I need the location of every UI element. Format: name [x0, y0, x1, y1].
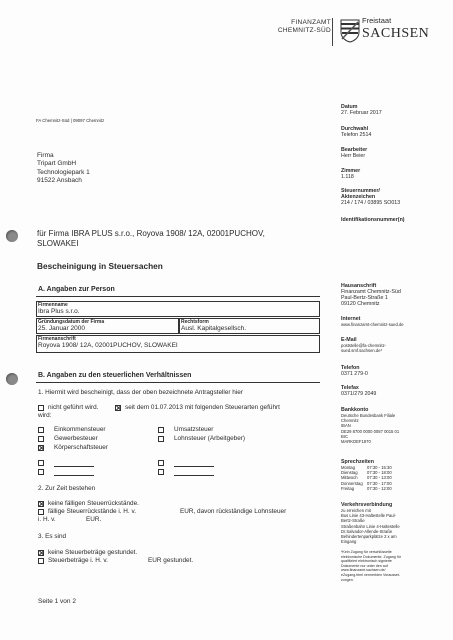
meta-label: Datum: [341, 104, 358, 110]
info-label: Verkehrsverbindung: [341, 502, 393, 508]
field-value: Royova 1908/ 12A, 02001PUCHOV, SLOWAKEI: [38, 342, 178, 349]
info-value: Finanzamt Chemnitz-Süd: [341, 289, 401, 295]
blank-line: [54, 475, 94, 476]
blank-line: [54, 466, 94, 467]
hours-time: 07:30 - 17:00: [367, 480, 392, 486]
info-value: MARKDEF1870: [341, 439, 371, 445]
info-value: Dr.Salvador-Allende-Straße: [341, 528, 393, 534]
recipient-line: Tripart GmbH: [37, 160, 77, 168]
field-value: Ibra Plus s.r.o.: [38, 308, 80, 315]
meta-label: Identifikationsnummer(n): [341, 217, 405, 223]
info-label: Telefax: [341, 385, 359, 391]
question-2: 2. Zur Zeit bestehen: [38, 485, 96, 492]
blank-line: [174, 466, 214, 467]
info-verkehrsverbindung: [341, 502, 400, 544]
checkbox-tax: [158, 427, 164, 433]
info-value: sued.smf.sachsen.de*: [341, 348, 383, 354]
subject-text: SLOWAKEI: [37, 238, 79, 248]
hours-day: Donnerstag: [341, 480, 363, 486]
option-label: Steuerbeträge i. H. v.: [48, 557, 108, 564]
field-value: Ausl. Kapitalgesellsch.: [181, 325, 247, 332]
info-value: Paul-Bertz-Straße 1: [341, 295, 388, 301]
authority-name-line1: FINANZAMT: [291, 19, 331, 26]
option-label: keine Steuerbeträge gestundet.: [48, 549, 138, 556]
option-label: seit dem 01.07.2013 mit folgenden Steuerarten geführt: [125, 404, 280, 411]
info-value: 09120 Chemnitz: [341, 301, 380, 307]
meta-label: Aktenzeichen: [341, 194, 376, 200]
authority-name-line2: CHEMNITZ-SÜD: [277, 27, 331, 34]
hours-time: 07:30 - 15:30: [367, 465, 392, 470]
hours-day: Freitag: [341, 485, 355, 491]
hours-day: Mittwoch: [341, 475, 358, 481]
recipient-address: [37, 152, 90, 185]
option-label-cont: i. H. v.: [38, 516, 56, 523]
info-label: Bankkonto: [341, 407, 369, 413]
state-name-line1: Freistaat: [362, 16, 392, 25]
info-value: Bertz-Straße: [341, 518, 365, 524]
info-value: poststelle@fa-chemnitz-: [341, 343, 386, 348]
checkbox-blank: [158, 469, 164, 475]
checkbox-keine-stundung: [38, 550, 44, 556]
question-1: 1. Hiermit wird bescheinigt, dass der oben bezeichnete Antragsteller hier: [38, 389, 243, 396]
field-firmenanschrift: [36, 335, 320, 353]
meta-durchwahl: [341, 126, 371, 138]
option-label: keine fälligen Steuerrückstände.: [48, 500, 139, 507]
field-gruendungsdatum: [36, 318, 179, 334]
section-b-underline: [36, 382, 320, 383]
checkbox-tax: [38, 436, 44, 442]
info-value: zu erreichen mit: [341, 508, 371, 513]
info-value: Deutsche Bundesbank Filiale: [341, 413, 396, 418]
info-label: Telefon: [341, 365, 360, 371]
option-label: EUR, davon rückständige Lohnsteuer: [180, 508, 287, 515]
page-number: Seite 1 von 2: [38, 598, 76, 605]
meta-zimmer: [341, 168, 360, 180]
meta-label: Durchwahl: [341, 126, 369, 132]
info-value: BIC: [341, 433, 348, 439]
info-telefon: [341, 365, 368, 377]
hours-row: [341, 486, 392, 491]
info-value: 0371 279-0: [341, 371, 368, 377]
footnote-line: zungen.: [341, 577, 354, 582]
punch-hole-top: [6, 230, 18, 242]
field-rechtsform: [179, 318, 320, 334]
info-value: www.finanzamt-chemnitz-sued.de: [341, 322, 404, 327]
hours-day: Montag: [341, 465, 355, 470]
document-title: Bescheinigung in Steuersachen: [37, 261, 163, 271]
hours-time: 07:30 - 13:00: [367, 475, 392, 481]
blank-line: [174, 475, 214, 476]
hours-time: 07:30 - 18:00: [367, 470, 392, 476]
coat-of-arms-icon: [340, 19, 360, 43]
field-label: Firmenanschrift: [38, 336, 76, 342]
checkbox-seit-gefuehrt: [115, 405, 121, 411]
recipient-line: 91522 Ansbach: [37, 176, 82, 184]
tax-label: Umsatzsteuer: [174, 426, 214, 433]
hours-day: Dienstag: [341, 470, 358, 476]
info-label: Internet: [341, 316, 361, 322]
tax-label: Körperschaftsteuer: [54, 444, 108, 451]
meta-value: 27. Februar 2017: [341, 110, 382, 116]
recipient-line: Technologiepark 1: [37, 168, 90, 176]
info-sprechzeiten: [341, 459, 392, 491]
option-label-cont: EUR.: [86, 516, 102, 523]
tax-label: Lohnsteuer (Arbeitgeber): [174, 435, 246, 442]
recipient-line: Firma: [37, 152, 54, 159]
section-a-heading: A. Angaben zur Person: [38, 286, 115, 293]
info-footnote: [341, 550, 401, 582]
info-value: Eingang: [341, 539, 357, 545]
logo-separator: [332, 18, 333, 46]
checkbox-faellige-rueckstaende: [38, 509, 44, 515]
info-label: E-Mail: [341, 337, 357, 343]
info-label: Hausanschrift: [341, 283, 377, 289]
punch-hole-bottom: [6, 373, 18, 385]
option-label: fällige Steuerrückstände i. H. v.: [48, 508, 136, 515]
option-label-cont: wird:: [38, 412, 52, 419]
info-value: DE29 8700 0000 0087 0015 01: [341, 428, 400, 434]
meta-datum: [341, 104, 382, 116]
option-label: nicht geführt wird.: [48, 404, 99, 411]
info-value: Chemnitz: [341, 418, 359, 424]
footnote-line: eZugang.html vermerkten Vorausset-: [341, 572, 401, 577]
checkbox-blank: [158, 460, 164, 466]
checkbox-tax: [38, 427, 44, 433]
subject-text: für Firma IBRA PLUS s.r.o., Royova 1908/ 12A, 02001PUCHOV,: [37, 229, 265, 238]
field-label: Rechtsform: [181, 319, 209, 325]
info-internet: [341, 316, 404, 327]
meta-label: Zimmer: [341, 168, 361, 174]
info-value: Behindertenparkplätze 2 x am: [341, 534, 397, 540]
tax-label: Gewerbesteuer: [54, 435, 98, 442]
meta-value: 1.118: [341, 174, 354, 180]
meta-value: Herr Beier: [341, 153, 366, 159]
checkbox-blank: [38, 469, 44, 475]
footnote-line: *Kein Zugang für verschlüsselte: [341, 550, 392, 554]
field-label: Firmenname: [38, 302, 68, 308]
question-3: 3. Es sind: [38, 533, 67, 540]
info-email: [341, 337, 386, 353]
info-label: Sprechzeiten: [341, 459, 374, 465]
footnote-line: qualifiziert elektronisch signierte: [341, 559, 392, 564]
checkbox-tax: [158, 436, 164, 442]
field-label: Gründungsdatum der Firma: [38, 319, 105, 325]
info-value: 0371/279 2049: [341, 391, 377, 397]
footnote-line: elektronische Dokumente. Zugang für: [341, 554, 401, 559]
section-b-heading: B. Angaben zu den steuerlichen Verhältnissen: [38, 372, 192, 379]
authority-logo-text: [278, 19, 331, 35]
footnote-line: Dokumente nur unter den auf: [341, 563, 388, 568]
sender-line: FA Chemnitz-Süd | 09097 Chemnitz: [36, 118, 105, 123]
info-value: Bus Linie 43-Haltestelle Paul-: [341, 513, 396, 519]
checkbox-nicht-gefuehrt: [38, 405, 44, 411]
meta-value: 214 / 174 / 03895 SO013: [341, 200, 401, 206]
meta-steuernummer: [341, 188, 400, 206]
info-value: Straßenbahn Linie 4-Haltestelle: [341, 523, 400, 529]
info-telefax: [341, 385, 376, 397]
meta-label: Steuernummer/: [341, 188, 380, 194]
checkbox-blank: [38, 460, 44, 466]
state-name-line2: SACHSEN: [362, 26, 430, 41]
field-firmenname: [36, 301, 320, 317]
meta-value: Telefon 2514: [341, 132, 372, 138]
info-bankkonto: [341, 407, 399, 444]
subject-line: [37, 229, 265, 248]
meta-bearbeiter: [341, 147, 367, 159]
info-hausanschrift: [341, 283, 401, 307]
checkbox-stundung: [38, 558, 44, 564]
info-value: IBAN: [341, 423, 351, 429]
meta-label: Bearbeiter: [341, 147, 368, 153]
tax-label: Einkommensteuer: [54, 426, 106, 433]
meta-identifikationsnummer: [341, 217, 405, 223]
option-label: EUR gestundet.: [148, 557, 194, 564]
checkbox-tax: [38, 445, 44, 451]
footnote-line: www.finanzamt.sachsen.de/: [341, 568, 386, 573]
section-a-underline: [36, 296, 320, 297]
hours-time: 07:30 - 12:00: [367, 485, 392, 491]
checkbox-keine-rueckstaende: [38, 501, 44, 507]
field-value: 25. Januar 2000: [38, 325, 85, 332]
